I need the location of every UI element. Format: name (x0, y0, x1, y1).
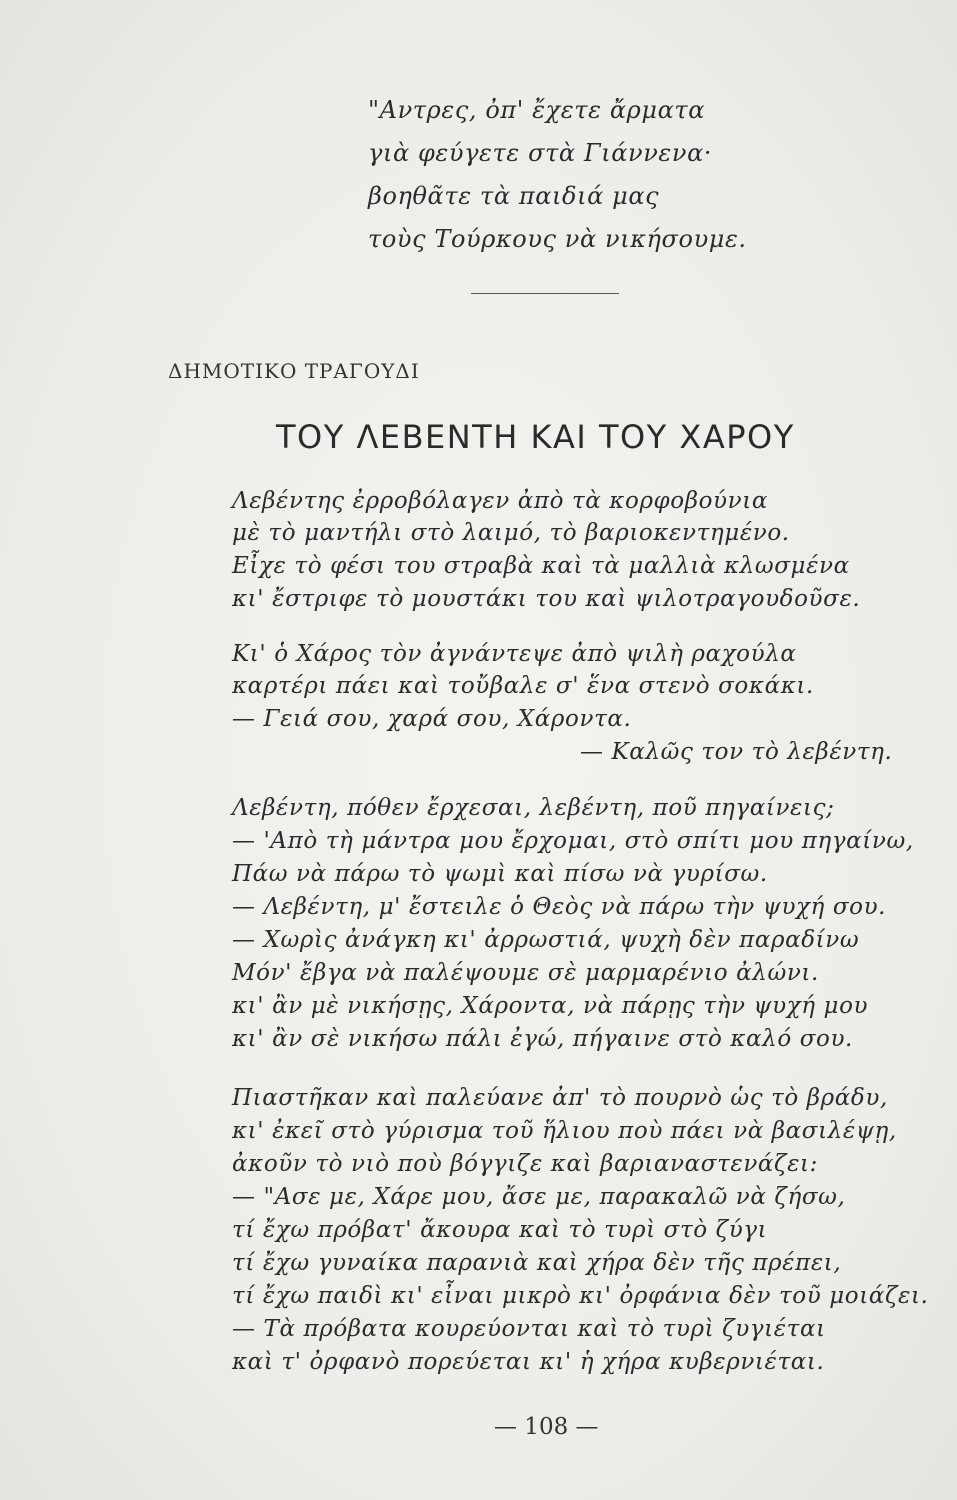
verse-line: κι' ἔστριφε τὸ μουστάκι του καὶ ψιλοτραγουδοῦσε. (232, 586, 861, 612)
section-subtitle: ΔΗΜΟΤΙΚΟ ΤΡΑΓΟΥΔΙ (168, 359, 420, 383)
verse-line: Κι' ὁ Χάρος τὸν ἀγνάντεψε ἀπὸ ψιλὴ ραχούλα (232, 641, 797, 667)
separator-rule (471, 293, 619, 294)
verse-line: ἀκοῦν τὸ νιὸ ποὺ βόγγιζε καὶ βαριαναστενάζει: (232, 1151, 819, 1177)
verse-line: τί ἔχω πρόβατ' ἄκουρα καὶ τὸ τυρὶ στὸ ζύγι (232, 1217, 768, 1243)
verse-line: μὲ τὸ μαντήλι στὸ λαιμό, τὸ βαριοκεντημένο. (232, 520, 790, 546)
verse-line: — Χωρὶς ἀνάγκη κι' ἀρρωστιά, ψυχὴ δὲν παραδίνω (232, 927, 860, 953)
top-verse-line: γιὰ φεύγετε στὰ Γιάννενα· (368, 139, 713, 167)
verse-line: — Καλῶς τον τὸ λεβέντη. (580, 739, 893, 765)
verse-line: κι' ἂν μὲ νικήσῃς, Χάροντα, νὰ πάρῃς τὴν ψυχή μου (232, 993, 869, 1019)
verse-line: κι' ἂν σὲ νικήσω πάλι ἐγώ, πήγαινε στὸ καλό σου. (232, 1026, 853, 1052)
top-verse-line: βοηθᾶτε τὰ παιδιά μας (368, 182, 660, 210)
verse-line: καὶ τ' ὀρφανὸ πορεύεται κι' ἡ χήρα κυβερνιέται. (232, 1349, 825, 1375)
verse-line: — Γειά σου, χαρά σου, Χάροντα. (232, 706, 632, 732)
poem-title: ΤΟΥ ΛΕΒΕΝΤΗ ΚΑΙ ΤΟΥ ΧΑΡΟΥ (276, 418, 795, 456)
verse-line: κι' ἐκεῖ στὸ γύρισμα τοῦ ἥλιου ποὺ πάει νὰ βασιλέψῃ, (232, 1118, 897, 1144)
verse-line: τί ἔχω παιδὶ κι' εἶναι μικρὸ κι' ὀρφάνια δὲν τοῦ μοιάζει. (232, 1283, 929, 1309)
verse-line: Εἶχε τὸ φέσι του στραβὰ καὶ τὰ μαλλιὰ κλωσμένα (232, 553, 850, 579)
verse-line: τί ἔχω γυναίκα παρανιὰ καὶ χήρα δὲν τῆς πρέπει, (232, 1250, 842, 1276)
verse-line: Πιαστῆκαν καὶ παλεύανε ἀπ' τὸ πουρνὸ ὡς τὸ βράδυ, (232, 1085, 888, 1111)
verse-line: Πάω νὰ πάρω τὸ ψωμὶ καὶ πίσω νὰ γυρίσω. (232, 861, 768, 887)
page-number: — 108 — (494, 1414, 599, 1440)
verse-line: — Τὰ πρόβατα κουρεύονται καὶ τὸ τυρὶ ζυγιέται (232, 1316, 826, 1342)
verse-line: — 'Απὸ τὴ μάντρα μου ἔρχομαι, στὸ σπίτι μου πηγαίνω, (232, 828, 914, 854)
top-verse-line: "Αντρες, ὀπ' ἔχετε ἄρματα (368, 96, 706, 124)
verse-line: — "Ασε με, Χάρε μου, ἄσε με, παρακαλῶ νὰ ζήσω, (232, 1184, 846, 1210)
verse-line: καρτέρι πάει καὶ τοὔβαλε σ' ἕνα στενὸ σοκάκι. (232, 673, 814, 699)
verse-line: Λεβέντη, πόθεν ἔρχεσαι, λεβέντη, ποῦ πηγαίνεις; (232, 795, 835, 821)
verse-line: — Λεβέντη, μ' ἔστειλε ὁ Θεὸς νὰ πάρω τὴν ψυχή σου. (232, 894, 887, 920)
verse-line: Μόν' ἔβγα νὰ παλέψουμε σὲ μαρμαρένιο ἀλώνι. (232, 960, 819, 986)
verse-line: Λεβέντης ἐρροβόλαγεν ἀπὸ τὰ κορφοβούνια (232, 488, 768, 514)
top-verse-line: τοὺς Τούρκους νὰ νικήσουμε. (368, 225, 747, 253)
